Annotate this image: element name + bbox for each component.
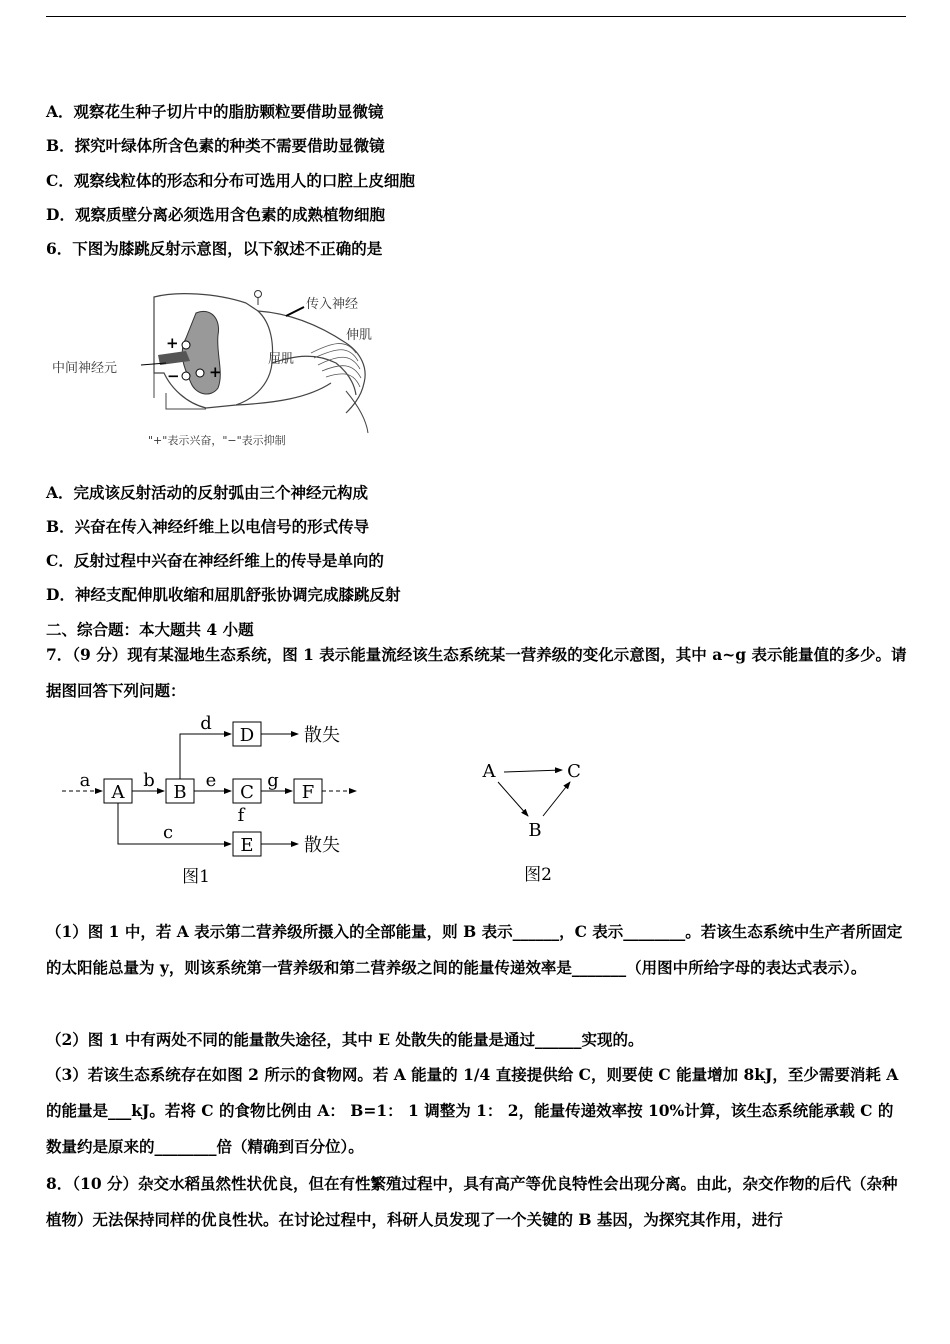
edge-a: a	[79, 770, 91, 791]
q6-option-a: A．完成该反射活动的反射弧由三个神经元构成	[46, 483, 369, 502]
q7-part-3: （3）若该生态系统存在如图 2 所示的食物网。若 A 能量的 1/4 直接提供给 C，则要使 C 能量增加 8kJ，至少需要消耗 A 的能量是___kJ。若将 C 的食物比例由 A： B=1： 1 调整为 1： 2，能量传递效率按 10%计算，该生态系统能承载 C 的数量约是原来的________倍（精确到百分位）。	[46, 1065, 899, 1156]
interneuron-label: 中间神经元	[52, 361, 118, 376]
q7-stem: 7．（9 分）现有某湿地生态系统，图 1 表示能量流经该生态系统某一营养级的变化示意图，其中 a~g 表示能量值的多少。请据图回答下列问题：	[46, 645, 907, 700]
header-rule	[46, 16, 906, 17]
q6-option-d: D．神经支配伸肌收缩和屈肌舒张协调完成膝跳反射	[46, 585, 401, 604]
q7-part-2: （2）图 1 中有两处不同的能量散失途径，其中 E 处散失的能量是通过______实现的。	[46, 1030, 644, 1049]
plus-sign-2: +	[209, 363, 222, 381]
edge-b: b	[143, 770, 155, 791]
q7-part-1: （1）图 1 中，若 A 表示第二营养级所摄入的全部能量，则 B 表示______，C 表示________。若该生态系统中生产者所固定的太阳能总量为 y，则该系统第一营养级和第二营养级之间的能量传递效率是_______（用图中所给字母的表达式表示）。	[46, 922, 903, 977]
loss-label-top: 散失	[304, 725, 340, 746]
q6-option-b: B．兴奋在传入神经纤维上以电信号的形式传导	[46, 517, 370, 536]
node-b: B	[173, 782, 187, 803]
loss-label-bottom: 散失	[304, 835, 340, 856]
edge-f: f	[237, 805, 245, 826]
q6-option-c: C．反射过程中兴奋在神经纤维上的传导是单向的	[46, 551, 384, 570]
q6-stem: 6．下图为膝跳反射示意图，以下叙述不正确的是	[46, 239, 383, 258]
figure-1-caption: 图1	[182, 867, 210, 887]
section-heading: 二、综合题：本大题共 4 小题	[46, 620, 254, 639]
node-d: D	[239, 725, 255, 746]
q5-option-a: A．观察花生种子切片中的脂肪颗粒要借助显微镜	[46, 102, 384, 121]
web-node-c: C	[567, 761, 581, 782]
q5-option-c: C．观察线粒体的形态和分布可选用人的口腔上皮细胞	[46, 171, 415, 190]
node-a: A	[111, 782, 125, 803]
q8-stem: 8．（10 分）杂交水稻虽然性状优良，但在有性繁殖过程中，具有高产等优良特性会出现分离。由此，杂交作物的后代（杂种植物）无法保持同样的优良性状。在讨论过程中，科研人员发现了一个关键的 B 基因，为探究其作用，进行	[46, 1174, 898, 1229]
knee-jerk-reflex-figure	[46, 283, 386, 453]
edge-g: g	[267, 770, 279, 791]
flexor-label: 屈肌	[268, 352, 295, 367]
figure-legend: "+"表示兴奋，"−"表示抑制	[148, 434, 286, 447]
q5-option-b: B．探究叶绿体所含色素的种类不需要借助显微镜	[46, 136, 385, 155]
edge-c: c	[162, 822, 174, 843]
web-node-a: A	[482, 761, 496, 782]
figure-2-caption: 图2	[524, 865, 552, 885]
node-e: E	[240, 835, 254, 856]
afferent-nerve-label: 传入神经	[306, 297, 359, 312]
extensor-label: 伸肌	[346, 328, 373, 343]
web-node-b: B	[528, 820, 542, 841]
node-c: C	[240, 782, 254, 803]
minus-sign: −	[167, 367, 180, 385]
energy-flow-figure-1	[56, 712, 366, 888]
food-web-figure-2	[468, 750, 598, 888]
q5-option-d: D．观察质壁分离必须选用含色素的成熟植物细胞	[46, 205, 385, 224]
node-f: F	[301, 782, 315, 803]
edge-d: d	[200, 713, 212, 734]
edge-e: e	[205, 770, 217, 791]
plus-sign-1: +	[166, 334, 179, 352]
